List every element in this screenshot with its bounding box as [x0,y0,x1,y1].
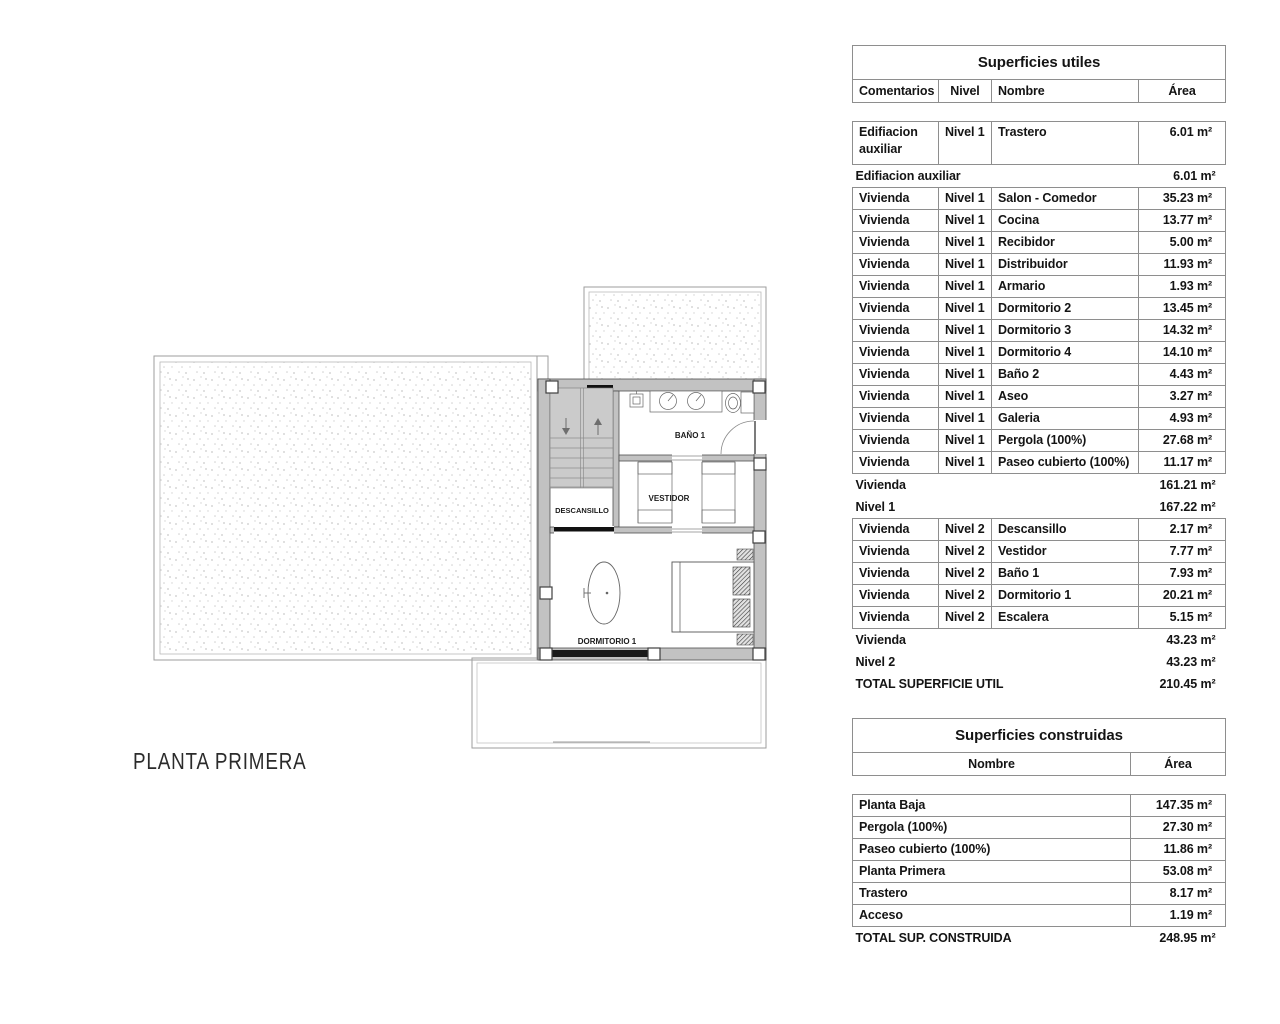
floor-plan-svg [120,268,800,778]
su-header-row [853,80,1226,103]
subtotal-row [853,165,1226,188]
cell-comentarios: Vivienda [853,276,939,298]
table-row [853,541,1226,563]
superficies-construidas-table [852,718,1226,949]
table-row [853,122,1226,165]
cell-nivel: Nivel 1 [939,232,992,254]
subtotal-label: TOTAL SUPERFICIE UTIL [855,676,1004,691]
cell-area: 11.86 m² [1131,839,1226,861]
table-row [853,607,1226,629]
cell-nombre: Armario [992,276,1139,298]
subtotal-row [853,651,1226,673]
cell-comentarios: Vivienda [853,585,939,607]
cell-nivel: Nivel 1 [939,342,992,364]
bedroom-furniture [584,549,754,645]
cell-comentarios: Vivienda [853,519,939,541]
cell-nombre: Galeria [992,408,1139,430]
cell-nivel: Nivel 2 [939,541,992,563]
bed [672,562,754,632]
staircase [550,388,613,488]
wardrobe-left [638,462,672,523]
cell-area: 14.10 m² [1139,342,1226,364]
su-col-comentarios: Comentarios [853,80,939,103]
plan-caption: PLANTA PRIMERA [133,748,307,774]
cell-comentarios: Vivienda [853,210,939,232]
table-row [853,188,1226,210]
cell-nombre: Trastero [992,122,1139,165]
cell-comentarios: Vivienda [853,408,939,430]
su-title: Superficies utiles [853,46,1226,80]
subtotal-label: Nivel 1 [855,499,896,514]
table-row [853,320,1226,342]
cell-nivel: Nivel 1 [939,210,992,232]
subtotal-area: 248.95 m² [1159,930,1216,945]
cell-comentarios: Vivienda [853,364,939,386]
subtotal-label: TOTAL SUP. CONSTRUIDA [855,930,1012,945]
su-title-row [853,46,1226,80]
cell-nombre: Pergola (100%) [853,817,1131,839]
cell-nivel: Nivel 1 [939,188,992,210]
table-row [853,519,1226,541]
room-label-bano: BAÑO 1 [674,431,706,440]
subtotal-row [853,629,1226,652]
cell-area: 13.77 m² [1139,210,1226,232]
sc-title-row [853,719,1226,753]
cell-nivel: Nivel 2 [939,519,992,541]
cell-comentarios: Vivienda [853,452,939,474]
subtotal-area: 43.23 m² [1166,654,1216,669]
cell-nombre: Distribuidor [992,254,1139,276]
cell-nombre: Trastero [853,883,1131,905]
pillow-top [733,567,750,595]
cell-comentarios: Vivienda [853,430,939,452]
cell-nombre: Baño 2 [992,364,1139,386]
cell-nombre: Cocina [992,210,1139,232]
cell-area: 2.17 m² [1139,519,1226,541]
cell-area: 11.93 m² [1139,254,1226,276]
terrace-left [154,356,537,660]
cell-area: 147.35 m² [1131,795,1226,817]
table-row [853,210,1226,232]
cell-area: 1.19 m² [1131,905,1226,927]
cell-nivel: Nivel 1 [939,122,992,165]
cell-nivel: Nivel 2 [939,563,992,585]
cell-area: 6.01 m² [1139,122,1226,165]
nightstand-top [737,549,753,560]
table-row [853,254,1226,276]
cell-area: 35.23 m² [1139,188,1226,210]
floor-plan [120,268,800,778]
subtotal-area: 210.45 m² [1159,676,1216,691]
cell-nombre: Acceso [853,905,1131,927]
table-row [853,563,1226,585]
superficies-utiles-table [852,45,1226,695]
cell-nombre: Dormitorio 3 [992,320,1139,342]
cell-nivel: Nivel 1 [939,276,992,298]
table-row [853,276,1226,298]
cell-area: 8.17 m² [1131,883,1226,905]
table-row [853,364,1226,386]
cell-nombre: Baño 1 [992,563,1139,585]
table-row [853,883,1226,905]
table-row [853,905,1226,927]
cell-comentarios: Vivienda [853,232,939,254]
cell-comentarios: Edifiacion auxiliar [853,122,939,165]
room-label-dormitorio: DORMITORIO 1 [577,637,637,646]
cell-nombre: Paseo cubierto (100%) [992,452,1139,474]
subtotal-row [853,496,1226,519]
room-label-descansillo: DESCANSILLO [555,506,609,515]
cell-area: 4.43 m² [1139,364,1226,386]
cell-nombre: Aseo [992,386,1139,408]
table-row [853,861,1226,883]
sc-col-area: Área [1131,753,1226,776]
cell-area: 13.45 m² [1139,298,1226,320]
cell-area: 27.30 m² [1131,817,1226,839]
terrace-top [584,287,766,381]
cell-area: 5.15 m² [1139,607,1226,629]
table-row [853,232,1226,254]
cell-nombre: Vestidor [992,541,1139,563]
cell-comentarios: Vivienda [853,541,939,563]
subtotal-label: Nivel 2 [855,654,896,669]
table-row [853,839,1226,861]
cell-comentarios: Vivienda [853,342,939,364]
nightstand-bottom [737,634,753,645]
su-col-nivel: Nivel [939,80,992,103]
cell-area: 20.21 m² [1139,585,1226,607]
table-row [853,342,1226,364]
cell-area: 53.08 m² [1131,861,1226,883]
balcony-outline [472,658,766,748]
subtotal-area: 161.21 m² [1159,477,1216,492]
toilet-tank [741,392,754,413]
plan-boundary-line [537,356,548,379]
cell-comentarios: Vivienda [853,254,939,276]
cell-comentarios: Vivienda [853,298,939,320]
sc-gap-row [853,776,1226,795]
table-row [853,386,1226,408]
wardrobes [638,462,735,523]
cell-area: 11.17 m² [1139,452,1226,474]
total-row [853,927,1226,950]
table-row [853,452,1226,474]
table-row [853,795,1226,817]
cell-area: 3.27 m² [1139,386,1226,408]
pillow-bottom [733,599,750,627]
cell-area: 5.00 m² [1139,232,1226,254]
table-row [853,430,1226,452]
su-col-nombre: Nombre [992,80,1139,103]
cell-area: 14.32 m² [1139,320,1226,342]
bathroom-fixtures [630,391,754,413]
subtotal-label: Vivienda [855,477,906,492]
cell-nivel: Nivel 1 [939,386,992,408]
room-label-vestidor: VESTIDOR [648,494,690,503]
table-row [853,408,1226,430]
cell-nombre: Salon - Comedor [992,188,1139,210]
cell-nivel: Nivel 1 [939,408,992,430]
cell-comentarios: Vivienda [853,607,939,629]
bathtub-icon [588,562,620,624]
cell-nombre: Pergola (100%) [992,430,1139,452]
cell-area: 7.93 m² [1139,563,1226,585]
cell-nombre: Planta Primera [853,861,1131,883]
cell-nombre: Recibidor [992,232,1139,254]
sc-title: Superficies construidas [853,719,1226,753]
subtotal-row [853,474,1226,497]
cell-nivel: Nivel 1 [939,364,992,386]
cell-nivel: Nivel 1 [939,430,992,452]
cell-nombre: Dormitorio 2 [992,298,1139,320]
su-gap-row [853,103,1226,122]
cell-nivel: Nivel 2 [939,585,992,607]
subtotal-label: Vivienda [855,632,906,647]
cell-nivel: Nivel 1 [939,452,992,474]
cell-nombre: Escalera [992,607,1139,629]
table-row [853,585,1226,607]
cell-comentarios: Vivienda [853,320,939,342]
bathroom-door [721,421,755,454]
subtotal-area: 6.01 m² [1173,168,1216,183]
sc-header-row [853,753,1226,776]
cell-area: 1.93 m² [1139,276,1226,298]
su-col-area: Área [1139,80,1226,103]
cell-area: 27.68 m² [1139,430,1226,452]
cell-nivel: Nivel 1 [939,320,992,342]
cell-nombre: Dormitorio 4 [992,342,1139,364]
subtotal-area: 167.22 m² [1159,499,1216,514]
sc-col-nombre: Nombre [853,753,1131,776]
cell-comentarios: Vivienda [853,563,939,585]
cell-nivel: Nivel 1 [939,254,992,276]
cell-comentarios: Vivienda [853,386,939,408]
cell-nombre: Descansillo [992,519,1139,541]
wardrobe-right [702,462,735,523]
cell-nivel: Nivel 1 [939,298,992,320]
cell-nombre: Planta Baja [853,795,1131,817]
cell-nivel: Nivel 2 [939,607,992,629]
table-row [853,298,1226,320]
cell-area: 4.93 m² [1139,408,1226,430]
cell-area: 7.77 m² [1139,541,1226,563]
subtotal-row [853,673,1226,695]
subtotal-label: Edifiacion auxiliar [855,168,961,183]
cell-nombre: Dormitorio 1 [992,585,1139,607]
cell-nombre: Paseo cubierto (100%) [853,839,1131,861]
cell-comentarios: Vivienda [853,188,939,210]
table-row [853,817,1226,839]
subtotal-area: 43.23 m² [1166,632,1216,647]
